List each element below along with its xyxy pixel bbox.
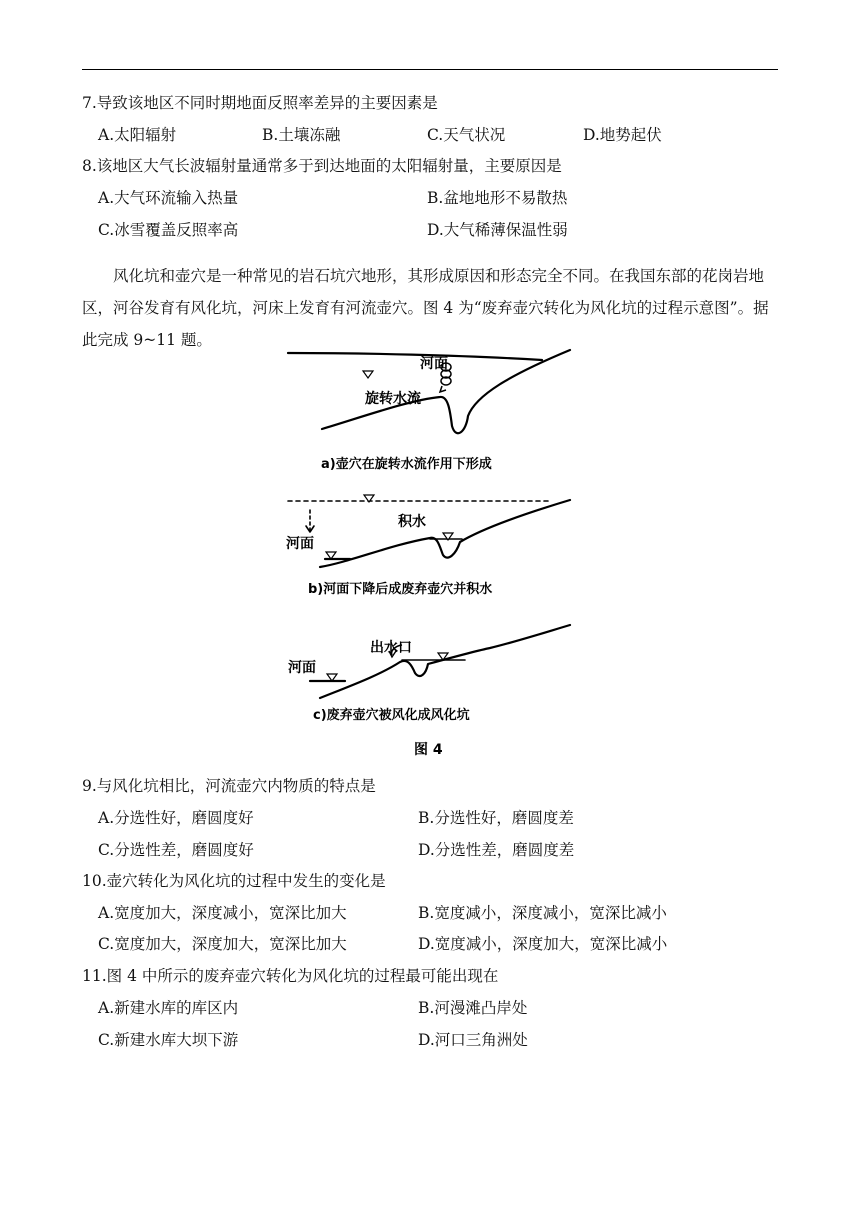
q8-option-c: C.冰雪覆盖反照率高 — [98, 221, 239, 239]
q7-option-d: D.地势起伏 — [583, 126, 662, 144]
q8-option-d: D.大气稀薄保温性弱 — [427, 221, 568, 239]
figure-4-diagram — [280, 340, 580, 760]
question-7-stem: 7.导致该地区不同时期地面反照率差异的主要因素是 — [82, 94, 438, 112]
q7-option-b: B.土壤冻融 — [262, 126, 341, 144]
q11-option-b: B.河漫滩凸岸处 — [418, 999, 528, 1017]
panel-b-water-label: 积水 — [398, 514, 426, 530]
panel-a-caption: a)壶穴在旋转水流作用下形成 — [321, 457, 492, 472]
q7-option-a: A.太阳辐射 — [98, 126, 177, 144]
panel-c-river-surface-label: 河面 — [288, 660, 316, 676]
q8-option-b: B.盆地地形不易散热 — [427, 189, 568, 207]
q7-option-c: C.天气状况 — [427, 126, 506, 144]
q9-option-b: B.分选性好，磨圆度差 — [418, 809, 574, 827]
question-11-stem: 11.图 4 中所示的废弃壶穴转化为风化坑的过程最可能出现在 — [82, 967, 499, 985]
water-level-marker-icon — [363, 371, 373, 378]
question-10-stem: 10.壶穴转化为风化坑的过程中发生的变化是 — [82, 872, 386, 890]
header-rule — [82, 69, 778, 70]
panel-a-river-surface-label: 河面 — [420, 356, 448, 372]
q11-option-c: C.新建水库大坝下游 — [98, 1031, 239, 1049]
panel-a-water-surface — [288, 353, 542, 360]
q9-option-c: C.分选性差，磨圆度好 — [98, 841, 254, 859]
q9-option-a: A.分选性好，磨圆度好 — [98, 809, 254, 827]
panel-a-flow-label: 旋转水流 — [365, 391, 421, 407]
panel-c-outlet-label: 出水口 — [370, 640, 412, 656]
panel-c-land-surface — [320, 625, 570, 698]
q10-option-c: C.宽度加大，深度加大，宽深比加大 — [98, 935, 347, 953]
panel-b-river-surface-label: 河面 — [286, 536, 314, 552]
q8-option-a: A.大气环流输入热量 — [98, 189, 239, 207]
panel-b-caption: b)河面下降后成废弃壶穴并积水 — [308, 582, 493, 597]
passage-text: 风化坑和壶穴是一种常见的岩石坑穴地形，其形成原因和形态完全不同。在我国东部的花岗岩地区，河谷发育有风化坑，河床上发育有河流壶穴。图 4 为“废弃壶穴转化为风化坑的过程示意图”。据此完成 9~11 题。 — [82, 267, 769, 349]
q10-option-d: D.宽度减小，深度加大，宽深比减小 — [418, 935, 668, 953]
panel-c-caption: c)废弃壶穴被风化成风化坑 — [313, 708, 470, 723]
q11-option-d: D.河口三角洲处 — [418, 1031, 528, 1049]
figure-title: 图 4 — [414, 742, 443, 758]
question-8-stem: 8.该地区大气长波辐射量通常多于到达地面的太阳辐射量，主要原因是 — [82, 157, 562, 175]
q10-option-a: A.宽度加大，深度减小，宽深比加大 — [98, 904, 347, 922]
question-9-stem: 9.与风化坑相比，河流壶穴内物质的特点是 — [82, 777, 376, 795]
q9-option-d: D.分选性差，磨圆度差 — [418, 841, 575, 859]
q11-option-a: A.新建水库的库区内 — [98, 999, 239, 1017]
q10-option-b: B.宽度减小，深度减小，宽深比减小 — [418, 904, 667, 922]
